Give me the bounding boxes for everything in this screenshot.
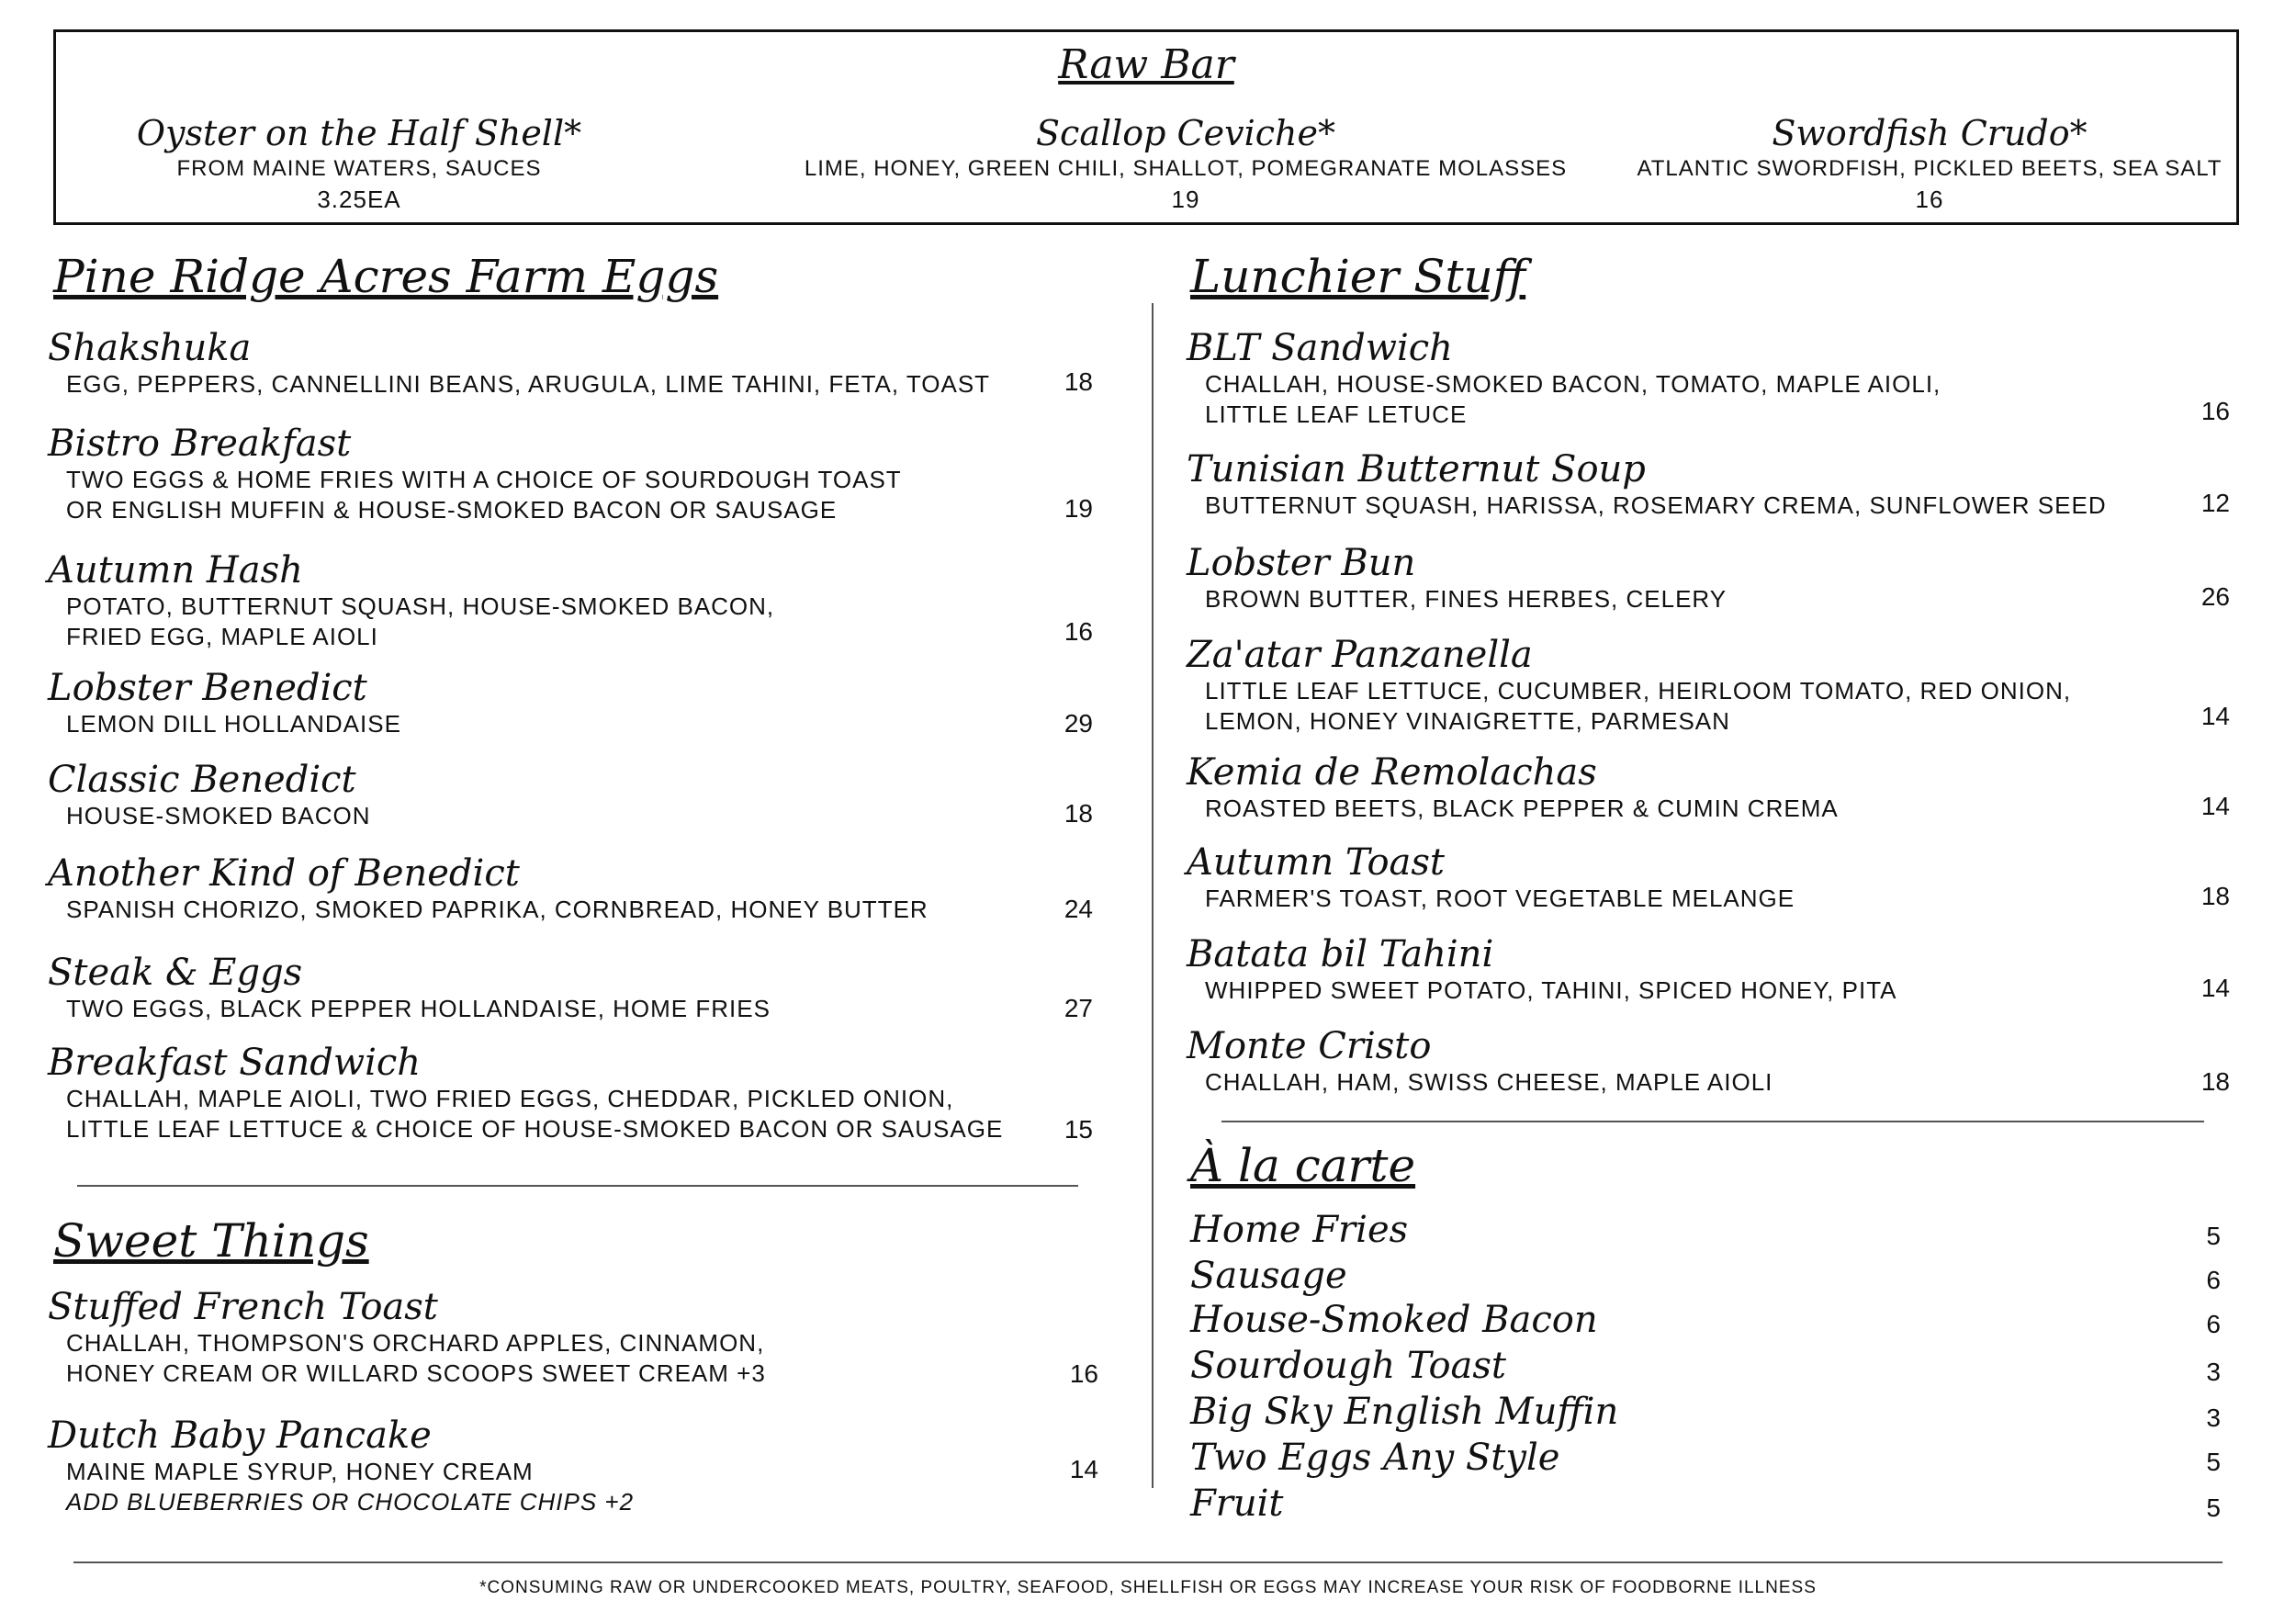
alacarte-item: Fruit bbox=[1190, 1482, 1284, 1525]
item-price: 16 bbox=[2200, 397, 2230, 425]
menu-item bbox=[1187, 841, 1795, 914]
item-desc: CHALLAH, HOUSE-SMOKED BACON, TOMATO, MAPLE AIOLI, bbox=[1205, 370, 1941, 398]
item-name: Dutch Baby Pancake bbox=[48, 1415, 432, 1457]
item-price: 16 bbox=[1915, 186, 1944, 213]
item-name: Batata bil Tahini bbox=[1187, 933, 1494, 975]
item-name: Tunisian Butternut Soup bbox=[1187, 448, 1646, 490]
item-desc: SPANISH CHORIZO, SMOKED PAPRIKA, CORNBREAD, HONEY BUTTER bbox=[66, 896, 929, 923]
item-price: 15 bbox=[1064, 1115, 1093, 1144]
item-desc: BROWN BUTTER, FINES HERBES, CELERY bbox=[1205, 585, 1728, 613]
menu-item bbox=[1187, 542, 1727, 614]
item-price: 3.25EA bbox=[317, 186, 401, 213]
item-name: Lobster Bun bbox=[1187, 542, 1416, 584]
item-name: Steak & Eggs bbox=[48, 952, 303, 994]
item-desc: LEMON, HONEY VINAIGRETTE, PARMESAN bbox=[1205, 707, 1730, 735]
item-price: 5 bbox=[2206, 1222, 2221, 1250]
item-desc: MAINE MAPLE SYRUP, HONEY CREAM bbox=[66, 1458, 534, 1485]
menu-item bbox=[1187, 448, 2107, 521]
item-price: 14 bbox=[2200, 792, 2230, 820]
item-desc: TWO EGGS, BLACK PEPPER HOLLANDAISE, HOME FRIES bbox=[66, 995, 771, 1022]
item-price: 24 bbox=[1064, 895, 1093, 923]
item-price: 14 bbox=[2200, 974, 2230, 1002]
menu-item bbox=[1187, 327, 1941, 430]
item-price: 18 bbox=[2200, 1067, 2230, 1096]
item-price: 19 bbox=[1064, 494, 1093, 523]
item-price: 14 bbox=[1069, 1455, 1098, 1483]
item-price: 5 bbox=[2206, 1494, 2221, 1522]
item-price: 18 bbox=[1064, 799, 1093, 828]
item-price: 5 bbox=[2206, 1448, 2221, 1476]
item-price: 26 bbox=[2200, 582, 2230, 611]
item-desc: LIME, HONEY, GREEN CHILI, SHALLOT, POMEGRANATE MOLASSES bbox=[804, 156, 1568, 181]
menu-item bbox=[1187, 634, 2071, 737]
item-desc: LEMON DILL HOLLANDAISE bbox=[66, 710, 401, 738]
item-desc: OR ENGLISH MUFFIN & HOUSE-SMOKED BACON OR SAUSAGE bbox=[66, 496, 838, 524]
menu-item bbox=[48, 667, 401, 739]
alacarte-item: Home Fries bbox=[1190, 1209, 1409, 1251]
item-desc: LITTLE LEAF LETTUCE & CHOICE OF HOUSE-SMOKED BACON OR SAUSAGE bbox=[66, 1115, 1004, 1143]
item-desc: BUTTERNUT SQUASH, HARISSA, ROSEMARY CREMA, SUNFLOWER SEED bbox=[1205, 491, 2107, 519]
item-price: 14 bbox=[2200, 702, 2230, 730]
alacarte-item: House-Smoked Bacon bbox=[1190, 1299, 1598, 1341]
item-price: 6 bbox=[2206, 1266, 2221, 1294]
sweet-section-title: Sweet Things bbox=[53, 1214, 369, 1268]
item-name: Bistro Breakfast bbox=[48, 423, 352, 465]
item-desc: ROASTED BEETS, BLACK PEPPER & CUMIN CREMA bbox=[1205, 795, 1839, 822]
item-desc: TWO EGGS & HOME FRIES WITH A CHOICE OF SOURDOUGH TOAST bbox=[66, 466, 902, 493]
item-desc: LITTLE LEAF LETTUCE, CUCUMBER, HEIRLOOM TOMATO, RED ONION, bbox=[1205, 677, 2072, 705]
item-desc: CHALLAH, THOMPSON'S ORCHARD APPLES, CINNAMON, bbox=[66, 1329, 765, 1357]
menu-item bbox=[48, 423, 902, 525]
item-price: 6 bbox=[2206, 1310, 2221, 1338]
item-name: Kemia de Remolachas bbox=[1187, 751, 1597, 794]
item-price: 18 bbox=[2200, 882, 2230, 910]
menu-item bbox=[1187, 751, 1839, 824]
menu-item bbox=[1187, 1025, 1773, 1098]
menu-item bbox=[48, 852, 929, 925]
menu-item bbox=[48, 952, 771, 1024]
item-name: Lobster Benedict bbox=[48, 667, 367, 709]
item-price: 3 bbox=[2206, 1358, 2221, 1386]
menu-item bbox=[48, 327, 990, 400]
item-desc: FARMER'S TOAST, ROOT VEGETABLE MELANGE bbox=[1205, 885, 1795, 912]
item-note: ADD BLUEBERRIES OR CHOCOLATE CHIPS +2 bbox=[66, 1488, 635, 1516]
item-price: 12 bbox=[2200, 489, 2230, 517]
item-name: Oyster on the Half Shell* bbox=[136, 113, 582, 153]
menu-item bbox=[48, 549, 774, 652]
alacarte-item: Sausage bbox=[1190, 1255, 1347, 1297]
item-price: 16 bbox=[1064, 617, 1093, 646]
item-desc: CHALLAH, MAPLE AIOLI, TWO FRIED EGGS, CHEDDAR, PICKLED ONION, bbox=[66, 1085, 954, 1112]
item-price: 16 bbox=[1069, 1359, 1098, 1388]
footer-divider bbox=[73, 1561, 2223, 1563]
item-price: 29 bbox=[1064, 709, 1093, 738]
item-name: Classic Benedict bbox=[48, 759, 356, 801]
raw-bar-box bbox=[53, 29, 2239, 225]
menu-item bbox=[48, 1042, 1003, 1144]
item-name: Scallop Ceviche* bbox=[1036, 113, 1335, 153]
divider bbox=[77, 1185, 1078, 1187]
item-name: Another Kind of Benedict bbox=[48, 852, 520, 895]
raw-bar-title: Raw Bar bbox=[1058, 41, 1234, 88]
alacarte-item: Two Eggs Any Style bbox=[1190, 1437, 1560, 1479]
item-name: Breakfast Sandwich bbox=[48, 1042, 422, 1084]
footnote: *CONSUMING RAW OR UNDERCOOKED MEATS, POULTRY, SEAFOOD, SHELLFISH OR EGGS MAY INCREASE YOUR RISK OF FOODBORNE ILLNESS bbox=[479, 1578, 1817, 1597]
alacarte-section-title: À la carte bbox=[1190, 1139, 1416, 1192]
alacarte-item: Big Sky English Muffin bbox=[1190, 1391, 1619, 1433]
item-desc: ATLANTIC SWORDFISH, PICKLED BEETS, SEA SALT bbox=[1637, 156, 2223, 181]
eggs-section-title: Pine Ridge Acres Farm Eggs bbox=[53, 250, 719, 303]
menu-item bbox=[48, 759, 371, 831]
item-name: Monte Cristo bbox=[1187, 1025, 1432, 1067]
item-name: Swordfish Crudo* bbox=[1772, 113, 2088, 153]
item-desc: HONEY CREAM OR WILLARD SCOOPS SWEET CREAM +3 bbox=[66, 1359, 766, 1387]
item-desc: LITTLE LEAF LETUCE bbox=[1205, 400, 1468, 428]
item-name: Za'atar Panzanella bbox=[1187, 634, 1533, 676]
column-divider bbox=[1152, 303, 1154, 1488]
item-desc: FROM MAINE WATERS, SAUCES bbox=[176, 156, 542, 181]
item-desc: POTATO, BUTTERNUT SQUASH, HOUSE-SMOKED BACON, bbox=[66, 592, 775, 620]
item-name: BLT Sandwich bbox=[1187, 327, 1453, 369]
raw-bar-item bbox=[84, 113, 635, 214]
item-name: Autumn Hash bbox=[48, 549, 303, 592]
item-name: Autumn Toast bbox=[1187, 841, 1445, 884]
item-price: 3 bbox=[2206, 1403, 2221, 1432]
alacarte-item: Sourdough Toast bbox=[1190, 1345, 1507, 1387]
item-price: 18 bbox=[1064, 367, 1093, 396]
item-desc: HOUSE-SMOKED BACON bbox=[66, 802, 371, 829]
item-price: 19 bbox=[1171, 186, 1200, 213]
item-desc: WHIPPED SWEET POTATO, TAHINI, SPICED HONEY, PITA bbox=[1205, 976, 1897, 1004]
item-name: Shakshuka bbox=[48, 327, 252, 369]
divider bbox=[1221, 1121, 2204, 1122]
raw-bar-item bbox=[772, 113, 1599, 214]
menu-item bbox=[1187, 933, 1897, 1006]
item-desc: CHALLAH, HAM, SWISS CHEESE, MAPLE AIOLI bbox=[1205, 1068, 1773, 1096]
item-desc: EGG, PEPPERS, CANNELLINI BEANS, ARUGULA, LIME TAHINI, FETA, TOAST bbox=[66, 370, 991, 398]
item-name: Stuffed French Toast bbox=[48, 1286, 438, 1328]
menu-item bbox=[48, 1415, 634, 1517]
item-desc: FRIED EGG, MAPLE AIOLI bbox=[66, 623, 378, 650]
item-price: 27 bbox=[1064, 994, 1093, 1022]
raw-bar-item bbox=[1636, 113, 2223, 214]
lunch-section-title: Lunchier Stuff bbox=[1190, 250, 1526, 303]
menu-item bbox=[48, 1286, 766, 1389]
